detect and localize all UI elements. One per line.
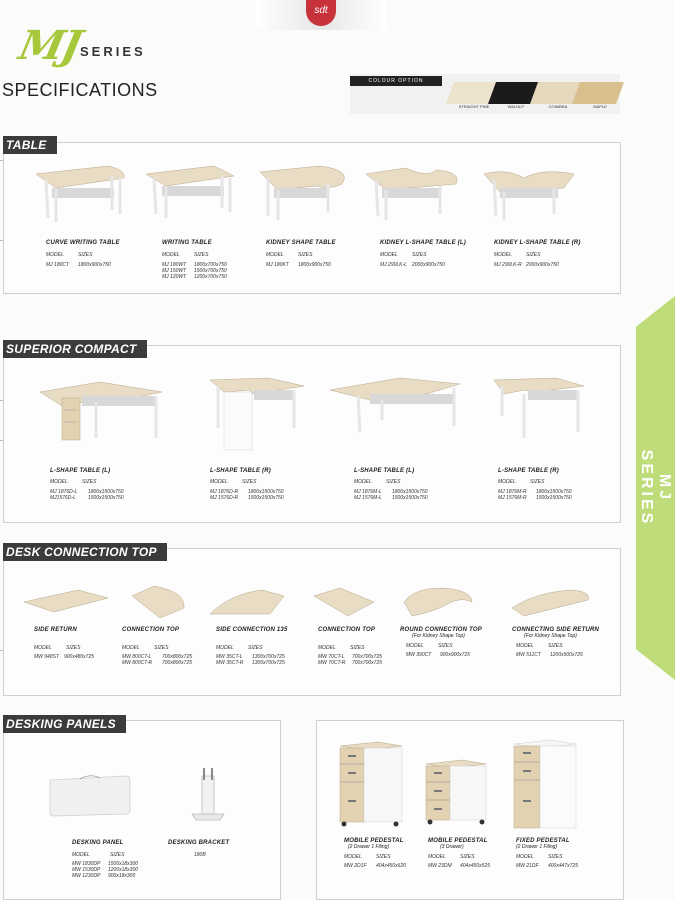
section-title-desk-connection-top: DESK CONNECTION TOP: [3, 543, 167, 561]
section-title-superior-compact: SUPERIOR COMPACT: [3, 340, 147, 358]
spec-row: [380, 262, 466, 268]
size-value: 1500x18x300: [108, 861, 139, 867]
sizes-label: SIZES: [82, 479, 97, 485]
kidney-l-shape-table-right-illustration: [484, 166, 580, 226]
swatch-maple: [572, 82, 624, 104]
product-block: [72, 840, 138, 879]
spec-header: [162, 252, 227, 258]
model-code: MJ 150WT: [162, 268, 187, 274]
colour-option-label: COLOUR OPTION: [350, 76, 442, 86]
spec-header: [318, 645, 382, 651]
sizes-label: SIZES: [66, 645, 81, 651]
model-code: MW 35CT-L: [216, 654, 243, 660]
product-name: DESKING PANEL: [72, 840, 124, 846]
size-value: 700x800x725: [162, 654, 193, 660]
kidney-l-shape-table-left-illustration: [366, 166, 462, 226]
product-subtitle: (For Kidney Shape Top): [412, 633, 465, 639]
product-subtitle: (For Kidney Shape Top): [524, 633, 577, 639]
model-label: MODEL: [34, 645, 52, 651]
model-label: MODEL: [46, 252, 64, 258]
model-code: MW 35CT-R: [216, 660, 244, 666]
product-name: L-SHAPE TABLE (R): [498, 468, 559, 474]
model-code: MJ 180KT: [266, 262, 289, 268]
model-code: MW 390CT: [406, 652, 432, 658]
size-value: 900x18x300: [108, 873, 136, 879]
product-block: [318, 627, 382, 666]
product-block: [494, 240, 581, 268]
spec-header: [46, 252, 120, 258]
model-label: MODEL: [266, 252, 284, 258]
model-code: MW 511CT: [516, 652, 541, 658]
spec-row: [354, 495, 428, 501]
model-label: MODEL: [122, 645, 140, 651]
product-name: KIDNEY L-SHAPE TABLE (L): [380, 240, 466, 246]
spec-header: [122, 645, 192, 651]
size-value: 404x450x620: [376, 863, 407, 869]
sizes-label: SIZES: [242, 479, 257, 485]
swatch-label: COIMBRA: [548, 104, 568, 109]
model-code: MJ 1876M-L: [354, 489, 382, 495]
size-value: 1500x700x750: [194, 268, 227, 274]
section-title-desking-panels: DESKING PANELS: [3, 715, 126, 733]
product-name: WRITING TABLE: [162, 240, 212, 246]
model-label: MODEL: [50, 479, 68, 485]
product-name: CONNECTING SIDE RETURN: [512, 627, 600, 633]
product-block: [400, 627, 482, 658]
size-value: 1500x1500x750: [248, 495, 284, 501]
spec-header: [72, 852, 138, 858]
model-label: MODEL: [162, 252, 180, 258]
size-value: 1800x900x750: [78, 262, 111, 268]
product-block: [428, 838, 490, 869]
product-block: [168, 840, 229, 858]
spec-header: [266, 252, 336, 258]
spec-header: [494, 252, 581, 258]
spec-row: [50, 495, 124, 501]
size-value: 1800x1500x750: [392, 489, 428, 495]
spec-header: [34, 645, 94, 651]
desk-connection-top-section: [3, 548, 621, 696]
spec-row: [122, 660, 192, 666]
spec-header: [210, 479, 284, 485]
model-code: MJ 1876D-L: [50, 489, 78, 495]
product-name: FIXED PEDESTAL: [516, 838, 570, 844]
product-name: ROUND CONNECTION TOP: [400, 627, 482, 633]
product-block: [162, 240, 227, 280]
series-logo-text: SERIES: [80, 44, 146, 59]
model-code: MJ1576D-L: [50, 495, 76, 501]
model-code: MJ 290LK-L: [380, 262, 407, 268]
size-value: 1800x1500x750: [248, 489, 284, 495]
l-shape-table-left-illustration: [330, 376, 464, 436]
size-value: 1800x1500x750: [536, 489, 572, 495]
size-value: 1300x700x725: [252, 660, 285, 666]
size-value: 1500x1500x750: [536, 495, 572, 501]
model-code: MW 70CT-L: [318, 654, 345, 660]
spec-header: [344, 854, 406, 860]
product-block: [344, 838, 406, 869]
sizes-label: SIZES: [526, 252, 541, 258]
size-value: 2000x900x750: [526, 262, 559, 268]
mobile-pedestal-3-drawer-illustration: [426, 760, 488, 826]
product-name: MOBILE PEDESTAL: [428, 838, 488, 844]
size-value: 700x800x725: [162, 660, 193, 666]
product-name: CURVE WRITING TABLE: [46, 240, 120, 246]
product-name: KIDNEY L-SHAPE TABLE (R): [494, 240, 581, 246]
l-shape-table-left-pedestal-illustration: [40, 378, 170, 442]
page-title: SPECIFICATIONS: [2, 80, 158, 100]
model-code: MW 800CT-R: [122, 660, 153, 666]
model-code: MW 1230DP: [72, 873, 101, 879]
size-value: 2000x900x750: [412, 262, 445, 268]
spec-row: [498, 495, 572, 501]
product-block: [266, 240, 336, 268]
side-return-illustration: [24, 588, 110, 614]
desking-bracket-illustration: [190, 768, 226, 822]
side-banner-text: MJ SERIES: [638, 449, 673, 527]
product-name: L-SHAPE TABLE (L): [50, 468, 111, 474]
spec-row: [216, 660, 287, 666]
kidney-shape-table-illustration: [260, 166, 350, 226]
size-value: 700x700x725: [352, 660, 383, 666]
sizes-label: SIZES: [530, 479, 545, 485]
model-code: 180B: [194, 852, 206, 858]
spec-row: [210, 495, 284, 501]
mj-logo: MJ: [15, 22, 85, 69]
model-label: MODEL: [516, 854, 534, 860]
model-label: MODEL: [428, 854, 446, 860]
connecting-side-return-illustration: [512, 590, 592, 618]
model-code: MJ 1576D-R: [210, 495, 239, 501]
product-name: L-SHAPE TABLE (R): [210, 468, 271, 474]
size-value: 1500x1500x750: [88, 495, 124, 501]
model-label: MODEL: [72, 852, 90, 858]
product-block: [516, 838, 578, 869]
model-code: MW 1830DP: [72, 861, 101, 867]
size-value: 1800x900x750: [298, 262, 331, 268]
sizes-label: SIZES: [350, 645, 365, 651]
swatch-label: STRAIGHT PINE: [458, 104, 490, 109]
desking-panels-section: [3, 720, 281, 900]
product-block: [122, 627, 192, 666]
spec-header: [216, 645, 287, 651]
spec-row: [516, 863, 578, 869]
model-code: MJ 1876M-R: [498, 489, 527, 495]
sizes-label: SIZES: [154, 645, 169, 651]
fixed-pedestal-illustration: [514, 740, 580, 830]
l-shape-table-right-pedestal-illustration: [208, 376, 308, 452]
model-code: MJ 1576M-L: [354, 495, 382, 501]
spec-row: [72, 873, 138, 879]
sizes-label: SIZES: [548, 854, 563, 860]
model-label: MODEL: [344, 854, 362, 860]
model-label: MODEL: [380, 252, 398, 258]
round-connection-top-illustration: [402, 588, 474, 618]
spec-header: [406, 643, 482, 649]
spec-row: [318, 660, 382, 666]
sizes-label: SIZES: [194, 252, 209, 258]
spec-row: [162, 274, 227, 280]
product-name: L-SHAPE TABLE (L): [354, 468, 415, 474]
size-value: 1800x700x750: [194, 262, 227, 268]
sizes-label: SIZES: [460, 854, 475, 860]
swatch-label: WALNUT: [507, 104, 525, 109]
product-block: [216, 627, 287, 666]
size-value: 1500x1500x750: [392, 495, 428, 501]
size-value: 1800x1500x750: [88, 489, 124, 495]
sizes-label: SIZES: [548, 643, 563, 649]
sizes-label: SIZES: [110, 852, 125, 858]
spec-header: [498, 479, 572, 485]
connection-top-70-illustration: [312, 588, 376, 618]
spec-row: [516, 652, 599, 658]
model-code: MW 948ST: [34, 654, 60, 660]
model-code: MJ 120WT: [162, 274, 187, 280]
model-code: MJ 1576M-R: [498, 495, 527, 501]
model-label: MODEL: [210, 479, 228, 485]
size-value: 400x447x725: [548, 863, 579, 869]
size-value: 900x900x725: [440, 652, 471, 658]
product-block: [498, 468, 572, 501]
product-name: CONNECTION TOP: [122, 627, 180, 633]
product-subtitle: (3 Drawer): [440, 844, 464, 850]
spec-row: [428, 863, 490, 869]
model-label: MODEL: [318, 645, 336, 651]
product-subtitle: (2 Drawer 1 Filing): [348, 844, 390, 850]
side-connection-135-illustration: [210, 590, 286, 616]
size-value: 1300x700x725: [252, 654, 285, 660]
size-value: 900x480x725: [64, 654, 95, 660]
model-code: MW 1530DP: [72, 867, 101, 873]
product-block: [380, 240, 466, 268]
sizes-label: SIZES: [376, 854, 391, 860]
mobile-pedestal-2d1f-illustration: [340, 742, 406, 828]
spec-row: [34, 654, 94, 660]
model-code: MJ 180WT: [162, 262, 187, 268]
model-label: MODEL: [354, 479, 372, 485]
product-name: CONNECTION TOP: [318, 627, 376, 633]
model-code: MW 21DF: [516, 863, 539, 869]
product-subtitle: (2 Drawer 1 Filing): [516, 844, 558, 850]
model-label: MODEL: [516, 643, 534, 649]
sizes-label: SIZES: [412, 252, 427, 258]
model-label: MODEL: [406, 643, 424, 649]
spec-header: [516, 854, 578, 860]
l-shape-table-right-illustration: [494, 376, 590, 442]
swatch-label: MAPLE: [593, 104, 607, 109]
spec-row: [266, 262, 336, 268]
product-block: [50, 468, 124, 501]
product-block: [34, 627, 94, 660]
sizes-label: SIZES: [438, 643, 453, 649]
model-code: MJ 180CT: [46, 262, 70, 268]
spec-header: [354, 479, 428, 485]
model-code: MJ 290LK-R: [494, 262, 522, 268]
product-name: SIDE CONNECTION 135: [216, 627, 288, 633]
sizes-label: SIZES: [248, 645, 263, 651]
product-block: [512, 627, 599, 658]
spec-row: [494, 262, 581, 268]
size-value: 1200x500x725: [550, 652, 583, 658]
model-code: MJ 1876D-R: [210, 489, 239, 495]
product-name: SIDE RETURN: [34, 627, 77, 633]
spec-row: [406, 652, 482, 658]
size-value: 404x450x525: [460, 863, 491, 869]
model-code: MW 23DM: [428, 863, 452, 869]
section-title-table: TABLE: [3, 136, 57, 154]
connection-top-illustration: [130, 586, 190, 620]
size-value: 700x700x725: [352, 654, 383, 660]
size-value: 1200x700x750: [194, 274, 227, 280]
model-label: MODEL: [498, 479, 516, 485]
spec-row: [344, 863, 406, 869]
spec-header: [516, 643, 599, 649]
sizes-label: SIZES: [298, 252, 313, 258]
writing-table-illustration: [146, 166, 236, 226]
product-block: [210, 468, 284, 501]
product-name: KIDNEY SHAPE TABLE: [266, 240, 336, 246]
model-label: MODEL: [216, 645, 234, 651]
size-value: 1200x18x300: [108, 867, 139, 873]
product-name: DESKING BRACKET: [168, 840, 230, 846]
product-block: [354, 468, 428, 501]
sizes-label: SIZES: [386, 479, 401, 485]
spec-header: [380, 252, 466, 258]
spec-header: [428, 854, 490, 860]
desking-panel-illustration: [50, 776, 132, 818]
sizes-label: SIZES: [78, 252, 93, 258]
spec-row: [194, 852, 229, 858]
model-code: MW 70CT-R: [318, 660, 346, 666]
model-label: MODEL: [494, 252, 512, 258]
spec-row: [46, 262, 120, 268]
curve-writing-table-illustration: [36, 166, 126, 226]
model-code: MW 800CT-L: [122, 654, 152, 660]
brand-logo: sdt: [306, 0, 336, 26]
product-name: MOBILE PEDESTAL: [344, 838, 404, 844]
model-code: MW 2D1F: [344, 863, 367, 869]
product-block: [46, 240, 120, 268]
spec-header: [50, 479, 124, 485]
